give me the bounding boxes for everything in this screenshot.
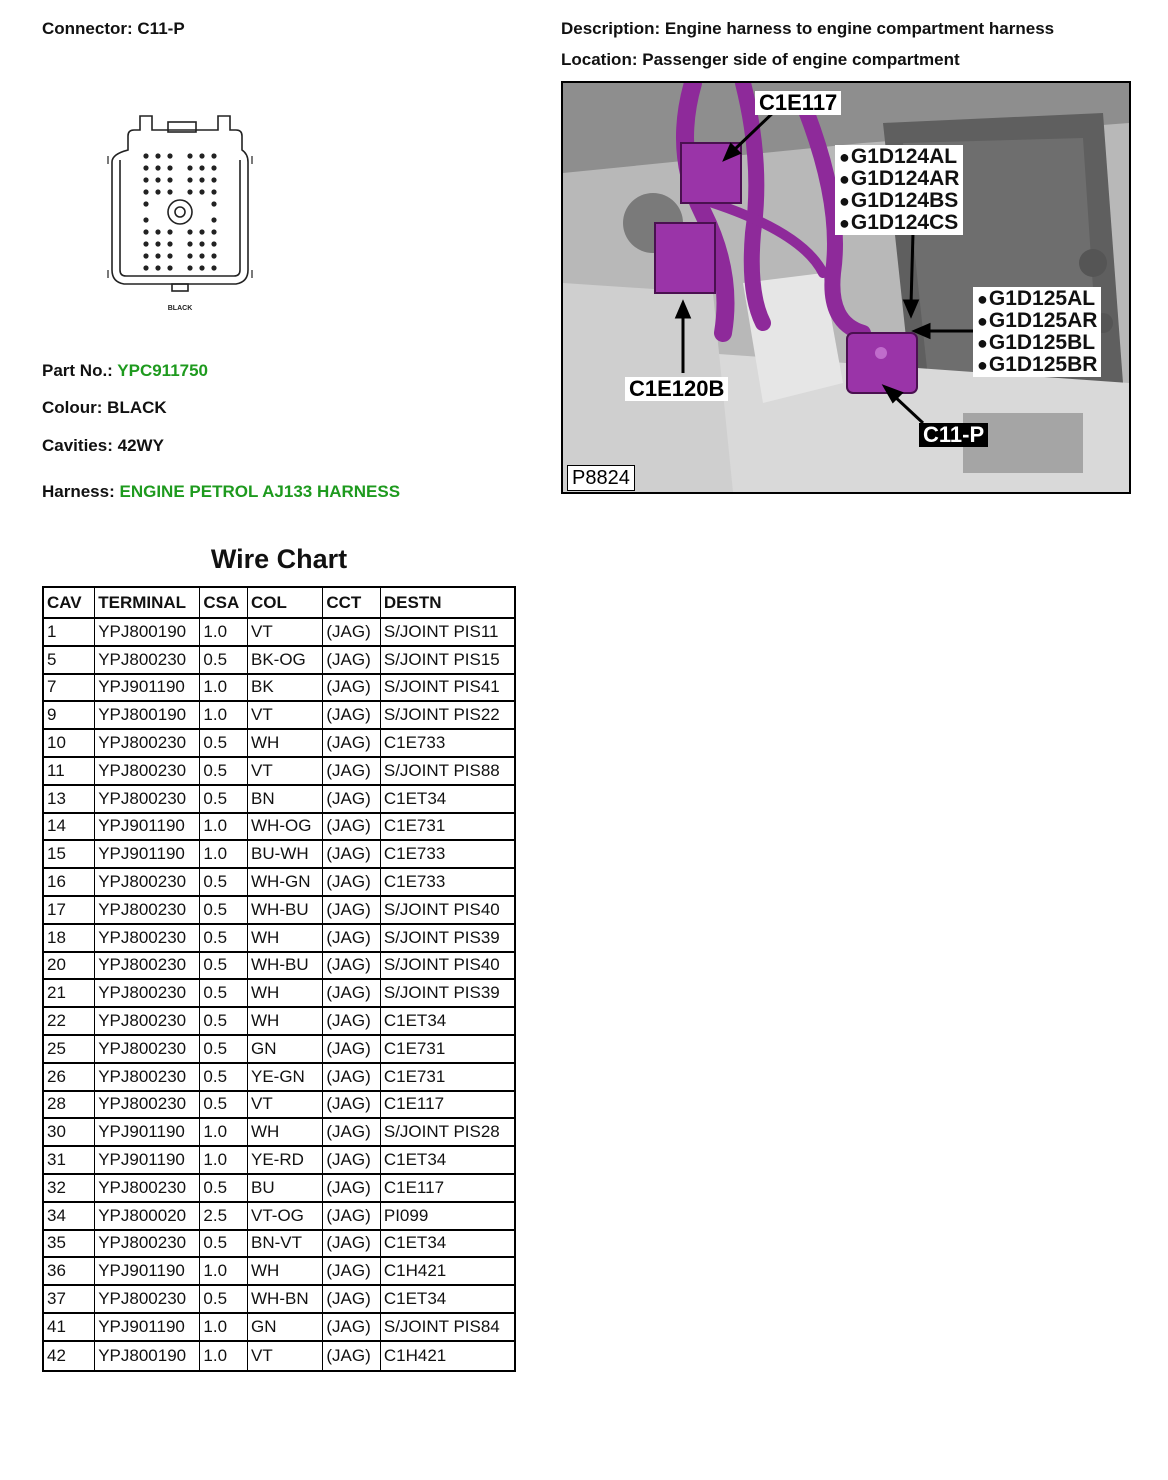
connector-face-drawing bbox=[100, 110, 260, 315]
callout-g1d125-group bbox=[973, 287, 1101, 377]
connector-pin bbox=[155, 189, 160, 194]
cell-destn: S/JOINT PIS88 bbox=[381, 758, 514, 786]
wire-chart-table bbox=[42, 586, 516, 1372]
cell-cav: 9 bbox=[44, 702, 95, 730]
connector-pin bbox=[155, 241, 160, 246]
cell-terminal: YPJ800230 bbox=[95, 1092, 200, 1120]
cell-terminal: YPJ901190 bbox=[95, 1147, 200, 1175]
connector-pin bbox=[167, 229, 172, 234]
cell-destn: S/JOINT PIS84 bbox=[381, 1314, 514, 1342]
cell-cav: 1 bbox=[44, 619, 95, 647]
connector-pin bbox=[199, 153, 204, 158]
connector-pin bbox=[211, 165, 216, 170]
connector-pin bbox=[143, 265, 148, 270]
table-row bbox=[44, 730, 514, 758]
cell-terminal: YPJ800230 bbox=[95, 786, 200, 814]
cell-cct: (JAG) bbox=[323, 869, 381, 897]
wire-chart-header-csa: CSA bbox=[200, 588, 248, 619]
cell-destn: S/JOINT PIS39 bbox=[381, 925, 514, 953]
connector-pin bbox=[155, 177, 160, 182]
cell-terminal: YPJ800230 bbox=[95, 730, 200, 758]
cell-terminal: YPJ901190 bbox=[95, 841, 200, 869]
cavities-line bbox=[42, 436, 164, 456]
connector-pin bbox=[187, 189, 192, 194]
drawing-caption: BLACK bbox=[167, 305, 193, 312]
cell-cct: (JAG) bbox=[323, 1036, 381, 1064]
harness-value[interactable]: ENGINE PETROL AJ133 HARNESS bbox=[119, 482, 401, 501]
cell-cct: (JAG) bbox=[323, 1203, 381, 1231]
cell-cav: 13 bbox=[44, 786, 95, 814]
cell-cct: (JAG) bbox=[323, 730, 381, 758]
colour-line bbox=[42, 398, 167, 418]
callout-g1d124-1: ● G1D124AR bbox=[839, 168, 959, 190]
cell-csa: 0.5 bbox=[200, 953, 248, 981]
connector-pin bbox=[211, 177, 216, 182]
location-value: Passenger side of engine compartment bbox=[642, 50, 960, 69]
table-row bbox=[44, 814, 514, 842]
cell-cct: (JAG) bbox=[323, 1231, 381, 1259]
cell-csa: 1.0 bbox=[200, 1147, 248, 1175]
cell-col: WH bbox=[248, 980, 323, 1008]
cell-cav: 34 bbox=[44, 1203, 95, 1231]
cell-csa: 1.0 bbox=[200, 675, 248, 703]
cell-cav: 14 bbox=[44, 814, 95, 842]
cell-col: VT bbox=[248, 1092, 323, 1120]
connector-pin bbox=[143, 153, 148, 158]
connector-pin bbox=[199, 165, 204, 170]
cell-cav: 26 bbox=[44, 1064, 95, 1092]
cell-destn: C1E117 bbox=[381, 1175, 514, 1203]
cell-col: WH-BU bbox=[248, 897, 323, 925]
cell-col: WH bbox=[248, 1008, 323, 1036]
connector-pin bbox=[187, 153, 192, 158]
wire-chart-header-cct: CCT bbox=[323, 588, 381, 619]
cell-csa: 0.5 bbox=[200, 1092, 248, 1120]
table-row bbox=[44, 1258, 514, 1286]
cell-csa: 1.0 bbox=[200, 1258, 248, 1286]
cell-cct: (JAG) bbox=[323, 1092, 381, 1120]
cell-col: VT bbox=[248, 702, 323, 730]
cell-cct: (JAG) bbox=[323, 647, 381, 675]
cell-cav: 35 bbox=[44, 1231, 95, 1259]
callout-c1e117: C1E117 bbox=[755, 91, 841, 115]
cell-cct: (JAG) bbox=[323, 897, 381, 925]
cell-cct: (JAG) bbox=[323, 1314, 381, 1342]
table-row bbox=[44, 758, 514, 786]
cell-cct: (JAG) bbox=[323, 1286, 381, 1314]
cell-cav: 17 bbox=[44, 897, 95, 925]
connector-pin bbox=[167, 253, 172, 258]
callout-c1e120b: C1E120B bbox=[625, 377, 728, 401]
table-row bbox=[44, 897, 514, 925]
table-row bbox=[44, 1175, 514, 1203]
connector-pin bbox=[167, 265, 172, 270]
table-row bbox=[44, 1036, 514, 1064]
cell-cav: 7 bbox=[44, 675, 95, 703]
cell-destn: C1ET34 bbox=[381, 1147, 514, 1175]
cell-cav: 10 bbox=[44, 730, 95, 758]
cell-destn: S/JOINT PIS41 bbox=[381, 675, 514, 703]
cell-destn: C1E733 bbox=[381, 730, 514, 758]
cell-col: WH bbox=[248, 1258, 323, 1286]
connector-pin bbox=[199, 265, 204, 270]
cell-csa: 0.5 bbox=[200, 730, 248, 758]
cell-csa: 0.5 bbox=[200, 869, 248, 897]
description-value: Engine harness to engine compartment harness bbox=[664, 19, 1055, 38]
connector-pin bbox=[167, 153, 172, 158]
cell-terminal: YPJ800230 bbox=[95, 980, 200, 1008]
part-no-line bbox=[42, 361, 208, 381]
cell-csa: 1.0 bbox=[200, 841, 248, 869]
cell-csa: 1.0 bbox=[200, 814, 248, 842]
cell-cav: 20 bbox=[44, 953, 95, 981]
cell-cav: 11 bbox=[44, 758, 95, 786]
cell-destn: C1E731 bbox=[381, 814, 514, 842]
table-row bbox=[44, 841, 514, 869]
connector-pin bbox=[199, 241, 204, 246]
cell-csa: 0.5 bbox=[200, 1064, 248, 1092]
table-row bbox=[44, 619, 514, 647]
connector-pin bbox=[199, 177, 204, 182]
photo-id: P8824 bbox=[567, 465, 635, 491]
connector-label: Connector: bbox=[42, 19, 133, 38]
connector-pin bbox=[199, 189, 204, 194]
cell-cav: 16 bbox=[44, 869, 95, 897]
cell-cav: 18 bbox=[44, 925, 95, 953]
cell-terminal: YPJ901190 bbox=[95, 814, 200, 842]
connector-pin bbox=[143, 229, 148, 234]
connector-pin bbox=[167, 241, 172, 246]
table-row bbox=[44, 1314, 514, 1342]
table-row bbox=[44, 1342, 514, 1370]
cell-terminal: YPJ901190 bbox=[95, 675, 200, 703]
cell-col: YE-RD bbox=[248, 1147, 323, 1175]
cell-col: VT bbox=[248, 758, 323, 786]
connector-pin bbox=[187, 241, 192, 246]
cell-terminal: YPJ901190 bbox=[95, 1314, 200, 1342]
cell-csa: 1.0 bbox=[200, 1119, 248, 1147]
cell-cav: 30 bbox=[44, 1119, 95, 1147]
callout-g1d124-3: ● G1D124CS bbox=[839, 212, 959, 234]
table-row bbox=[44, 1203, 514, 1231]
cell-csa: 1.0 bbox=[200, 1342, 248, 1370]
connector-pin bbox=[143, 217, 148, 222]
cell-cct: (JAG) bbox=[323, 1258, 381, 1286]
cell-col: GN bbox=[248, 1036, 323, 1064]
connector-pin bbox=[211, 265, 216, 270]
cell-cav: 32 bbox=[44, 1175, 95, 1203]
cell-terminal: YPJ800230 bbox=[95, 1231, 200, 1259]
wire-chart-header-destn: DESTN bbox=[381, 588, 514, 619]
cell-terminal: YPJ800190 bbox=[95, 702, 200, 730]
cell-col: WH-GN bbox=[248, 869, 323, 897]
cell-col: WH-OG bbox=[248, 814, 323, 842]
cell-destn: C1E733 bbox=[381, 869, 514, 897]
wire-chart-header-col: COL bbox=[248, 588, 323, 619]
cell-destn: C1ET34 bbox=[381, 1231, 514, 1259]
cell-terminal: YPJ800230 bbox=[95, 1008, 200, 1036]
cell-cct: (JAG) bbox=[323, 814, 381, 842]
table-row bbox=[44, 1119, 514, 1147]
wire-chart-header-row bbox=[44, 588, 514, 619]
location-label: Location: bbox=[561, 50, 638, 69]
connector-pin bbox=[187, 177, 192, 182]
cell-cav: 5 bbox=[44, 647, 95, 675]
cavities-value: 42WY bbox=[117, 436, 164, 455]
cell-destn: S/JOINT PIS39 bbox=[381, 980, 514, 1008]
connector-pin bbox=[199, 229, 204, 234]
cell-destn: C1E117 bbox=[381, 1092, 514, 1120]
connector-pin bbox=[211, 189, 216, 194]
connector-pin bbox=[143, 201, 148, 206]
callout-g1d125-0: ● G1D125AL bbox=[977, 288, 1097, 310]
cell-terminal: YPJ800230 bbox=[95, 869, 200, 897]
cell-csa: 2.5 bbox=[200, 1203, 248, 1231]
cell-col: WH bbox=[248, 1119, 323, 1147]
cell-col: WH bbox=[248, 925, 323, 953]
cell-csa: 0.5 bbox=[200, 1008, 248, 1036]
colour-label: Colour: bbox=[42, 398, 103, 417]
table-row bbox=[44, 675, 514, 703]
cell-cct: (JAG) bbox=[323, 1064, 381, 1092]
cell-terminal: YPJ901190 bbox=[95, 1258, 200, 1286]
callout-g1d125-3: ● G1D125BR bbox=[977, 354, 1097, 376]
cell-cct: (JAG) bbox=[323, 786, 381, 814]
cell-cav: 21 bbox=[44, 980, 95, 1008]
cell-cct: (JAG) bbox=[323, 1175, 381, 1203]
table-row bbox=[44, 1231, 514, 1259]
cell-cct: (JAG) bbox=[323, 925, 381, 953]
cell-terminal: YPJ800230 bbox=[95, 897, 200, 925]
cell-csa: 0.5 bbox=[200, 647, 248, 675]
cell-destn: S/JOINT PIS40 bbox=[381, 953, 514, 981]
cell-destn: S/JOINT PIS28 bbox=[381, 1119, 514, 1147]
connector-pin bbox=[167, 177, 172, 182]
table-row bbox=[44, 1008, 514, 1036]
cell-col: WH-BU bbox=[248, 953, 323, 981]
connector-value: C11-P bbox=[137, 19, 185, 38]
connector-pin bbox=[211, 253, 216, 258]
table-row bbox=[44, 869, 514, 897]
cell-destn: C1E733 bbox=[381, 841, 514, 869]
connector-pin bbox=[143, 177, 148, 182]
cell-destn: C1E731 bbox=[381, 1064, 514, 1092]
cell-col: VT-OG bbox=[248, 1203, 323, 1231]
cell-cct: (JAG) bbox=[323, 953, 381, 981]
table-row bbox=[44, 1064, 514, 1092]
cell-cav: 37 bbox=[44, 1286, 95, 1314]
cell-cct: (JAG) bbox=[323, 619, 381, 647]
cell-destn: S/JOINT PIS22 bbox=[381, 702, 514, 730]
cell-destn: S/JOINT PIS40 bbox=[381, 897, 514, 925]
connector-pin bbox=[155, 229, 160, 234]
connector-pin bbox=[187, 265, 192, 270]
cell-terminal: YPJ800020 bbox=[95, 1203, 200, 1231]
cell-cct: (JAG) bbox=[323, 1119, 381, 1147]
cell-col: BN bbox=[248, 786, 323, 814]
cell-csa: 0.5 bbox=[200, 1036, 248, 1064]
cell-destn: C1ET34 bbox=[381, 786, 514, 814]
cell-destn: C1ET34 bbox=[381, 1008, 514, 1036]
cell-csa: 0.5 bbox=[200, 758, 248, 786]
cell-cav: 31 bbox=[44, 1147, 95, 1175]
table-row bbox=[44, 647, 514, 675]
cell-csa: 0.5 bbox=[200, 1175, 248, 1203]
cell-cav: 41 bbox=[44, 1314, 95, 1342]
cell-col: WH-BN bbox=[248, 1286, 323, 1314]
table-row bbox=[44, 702, 514, 730]
connector-pin bbox=[167, 189, 172, 194]
connector-pin bbox=[211, 153, 216, 158]
cell-csa: 1.0 bbox=[200, 1314, 248, 1342]
cell-col: BK bbox=[248, 675, 323, 703]
description-line bbox=[561, 19, 1054, 39]
cell-cav: 22 bbox=[44, 1008, 95, 1036]
cell-csa: 0.5 bbox=[200, 1286, 248, 1314]
part-no-value[interactable]: YPC911750 bbox=[117, 361, 209, 380]
connector-pin bbox=[211, 229, 216, 234]
callout-g1d124-0: ● G1D124AL bbox=[839, 146, 959, 168]
connector-pin bbox=[143, 189, 148, 194]
cell-terminal: YPJ800230 bbox=[95, 1286, 200, 1314]
connector-pin bbox=[155, 253, 160, 258]
cell-col: VT bbox=[248, 1342, 323, 1370]
cell-cct: (JAG) bbox=[323, 702, 381, 730]
cell-csa: 0.5 bbox=[200, 1231, 248, 1259]
description-label: Description: bbox=[561, 19, 661, 38]
cell-terminal: YPJ800230 bbox=[95, 1175, 200, 1203]
cell-col: BN-VT bbox=[248, 1231, 323, 1259]
cell-col: BK-OG bbox=[248, 647, 323, 675]
location-line bbox=[561, 50, 960, 70]
connector-pin bbox=[211, 201, 216, 206]
connector-pin bbox=[143, 253, 148, 258]
cell-destn: C1ET34 bbox=[381, 1286, 514, 1314]
harness-line bbox=[42, 482, 400, 502]
cell-csa: 0.5 bbox=[200, 897, 248, 925]
callout-g1d124-2: ● G1D124BS bbox=[839, 190, 959, 212]
connector-line bbox=[42, 19, 185, 39]
connector-pin bbox=[143, 241, 148, 246]
cell-csa: 1.0 bbox=[200, 619, 248, 647]
connector-pin bbox=[143, 165, 148, 170]
cell-terminal: YPJ800230 bbox=[95, 953, 200, 981]
cell-destn: S/JOINT PIS11 bbox=[381, 619, 514, 647]
cell-col: WH bbox=[248, 730, 323, 758]
cell-cct: (JAG) bbox=[323, 675, 381, 703]
colour-value: BLACK bbox=[107, 398, 167, 417]
cell-destn: C1H421 bbox=[383, 1345, 447, 1365]
cell-csa: 0.5 bbox=[200, 786, 248, 814]
cell-terminal: YPJ800190 bbox=[95, 619, 200, 647]
callout-c11-p: C11-P bbox=[919, 423, 988, 447]
connector-pin bbox=[155, 153, 160, 158]
table-row bbox=[44, 1092, 514, 1120]
cell-destn: C1E731 bbox=[381, 1036, 514, 1064]
connector-pin bbox=[187, 253, 192, 258]
connector-pin bbox=[155, 265, 160, 270]
table-row bbox=[44, 786, 514, 814]
part-no-label: Part No.: bbox=[42, 361, 113, 380]
table-row bbox=[44, 1286, 514, 1314]
cell-cct: (JAG) bbox=[323, 1342, 381, 1370]
table-row bbox=[44, 1147, 514, 1175]
cell-cct: (JAG) bbox=[323, 1008, 381, 1036]
cell-terminal: YPJ800230 bbox=[95, 758, 200, 786]
cell-cct: (JAG) bbox=[323, 841, 381, 869]
cell-destn: PI099 bbox=[381, 1203, 514, 1231]
cell-terminal: YPJ800230 bbox=[95, 1036, 200, 1064]
cell-col: VT bbox=[248, 619, 323, 647]
cell-destn: C1H421 bbox=[381, 1258, 514, 1286]
cell-col: BU-WH bbox=[248, 841, 323, 869]
cell-cct: (JAG) bbox=[323, 758, 381, 786]
table-row bbox=[44, 980, 514, 1008]
cavities-label: Cavities: bbox=[42, 436, 113, 455]
cell-cct: (JAG) bbox=[323, 980, 381, 1008]
cell-cct: (JAG) bbox=[323, 1147, 381, 1175]
cell-terminal: YPJ800230 bbox=[95, 1064, 200, 1092]
connector-pin bbox=[167, 165, 172, 170]
cell-csa: 0.5 bbox=[200, 980, 248, 1008]
callout-g1d125-1: ● G1D125AR bbox=[977, 310, 1097, 332]
cell-col: BU bbox=[248, 1175, 323, 1203]
wire-chart-header-terminal: TERMINAL bbox=[95, 588, 200, 619]
table-row bbox=[44, 953, 514, 981]
connector-pin bbox=[211, 217, 216, 222]
cell-terminal: YPJ800230 bbox=[95, 925, 200, 953]
cell-cav: 15 bbox=[44, 841, 95, 869]
connector-pin bbox=[211, 241, 216, 246]
cell-terminal: YPJ901190 bbox=[95, 1119, 200, 1147]
cell-destn: S/JOINT PIS15 bbox=[381, 647, 514, 675]
cell-col: GN bbox=[248, 1314, 323, 1342]
cell-col: YE-GN bbox=[248, 1064, 323, 1092]
cell-cav: 25 bbox=[44, 1036, 95, 1064]
cell-cav: 42 bbox=[44, 1342, 95, 1370]
connector-pin bbox=[187, 229, 192, 234]
connector-pin bbox=[187, 165, 192, 170]
cell-cav: 28 bbox=[44, 1092, 95, 1120]
location-photo bbox=[561, 81, 1131, 494]
callout-g1d125-2: ● G1D125BL bbox=[977, 332, 1097, 354]
harness-label: Harness: bbox=[42, 482, 115, 501]
callout-g1d124-group bbox=[835, 145, 963, 235]
cell-csa: 1.0 bbox=[200, 702, 248, 730]
cell-cav: 36 bbox=[44, 1258, 95, 1286]
connector-pin bbox=[199, 253, 204, 258]
cell-csa: 0.5 bbox=[200, 925, 248, 953]
table-row bbox=[44, 925, 514, 953]
connector-pin bbox=[155, 165, 160, 170]
cell-terminal: YPJ800190 bbox=[95, 1342, 200, 1370]
wire-chart-title: Wire Chart bbox=[210, 544, 348, 574]
cell-terminal: YPJ800230 bbox=[95, 647, 200, 675]
wire-chart-header-cav: CAV bbox=[44, 588, 95, 619]
